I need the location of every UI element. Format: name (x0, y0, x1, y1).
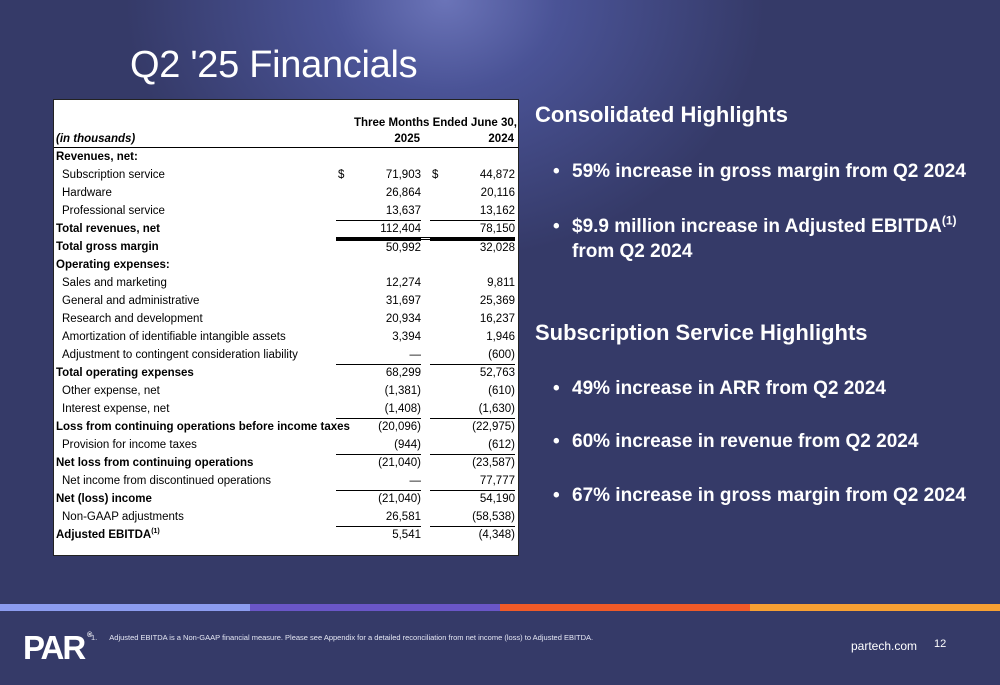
footer-stripe-1 (0, 604, 250, 611)
row-label (62, 436, 197, 454)
value-2025: 20,934 (385, 313, 421, 325)
value-2024: 77,777 (479, 475, 515, 487)
row-label-text: Provision for income taxes (62, 439, 197, 451)
row-label (56, 418, 350, 436)
financial-table (53, 99, 519, 556)
row-label (56, 526, 160, 544)
bullet-text: 49% increase in ARR from Q2 2024 (572, 378, 886, 399)
page-number: 12 (934, 638, 947, 650)
table-row (54, 436, 518, 454)
value-2024: (22,975) (430, 418, 515, 436)
value-2025: 12,274 (385, 277, 421, 289)
row-label (56, 148, 138, 166)
table-row (54, 292, 518, 310)
value-2025: (21,040) (336, 454, 421, 472)
value-2024: 54,190 (430, 490, 515, 508)
footer-stripe-2 (250, 604, 500, 611)
bullet-dot: • (553, 161, 560, 182)
value-2025: — (409, 475, 421, 487)
row-label-text: Interest expense, net (62, 403, 170, 415)
value-2024: 25,369 (479, 295, 515, 307)
value-2025: — (409, 349, 421, 361)
bullet-text (572, 214, 982, 264)
row-label (62, 346, 298, 364)
value-2024: 1,946 (486, 331, 515, 343)
row-label (62, 472, 271, 490)
row-label (62, 328, 286, 346)
row-label-text: General and administrative (62, 295, 200, 307)
row-label-text: Adjustment to contingent consideration liability (62, 349, 298, 361)
table-row (54, 274, 518, 292)
footer-stripe-3 (500, 604, 750, 611)
value-2024: 52,763 (430, 364, 515, 382)
year-2024-header: 2024 (488, 133, 514, 145)
bullet-dot: • (553, 216, 560, 237)
row-label-text: Net loss from continuing operations (56, 457, 254, 469)
row-label-text: Net income from discontinued operations (62, 475, 272, 487)
value-2024: (612) (488, 439, 515, 451)
row-label-text: Revenues, net: (56, 151, 138, 163)
table-row (54, 310, 518, 328)
unit-label: (in thousands) (56, 133, 136, 145)
row-label-text: Adjusted EBITDA (56, 529, 152, 541)
table-row (54, 400, 518, 418)
bullet-dot: • (553, 431, 560, 452)
value-2025: 68,299 (336, 364, 421, 382)
row-label-text: Total revenues, net (56, 223, 160, 235)
table-row (54, 454, 518, 472)
table-row (54, 328, 518, 346)
row-label (62, 400, 169, 418)
table-body (54, 148, 518, 544)
table-row (54, 418, 518, 436)
value-2025: 13,637 (385, 205, 421, 217)
dollar-sign: $ (338, 169, 345, 181)
bullet-text-main: $9.9 million increase in Adjusted EBITDA (572, 216, 942, 237)
value-2024: (4,348) (430, 526, 515, 544)
consolidated-highlights-title: Consolidated Highlights (535, 102, 788, 127)
row-label (62, 274, 167, 292)
row-label (56, 454, 253, 472)
row-label (62, 310, 203, 328)
row-label-text: Subscription service (62, 169, 165, 181)
table-row (54, 202, 518, 220)
table-row (54, 508, 518, 526)
value-2024: (58,538) (472, 511, 515, 523)
row-label-text: Net (loss) income (56, 493, 152, 505)
slide-title: Q2 '25 Financials (130, 44, 418, 86)
value-2025: (1,408) (384, 403, 421, 415)
value-2025: 26,581 (385, 511, 421, 523)
value-2024: (1,630) (478, 403, 515, 415)
footer-stripe-4 (750, 604, 1000, 611)
row-label (62, 382, 160, 400)
value-2024: (600) (488, 349, 515, 361)
table-row (54, 184, 518, 202)
bullet-text: 59% increase in gross margin from Q2 2024 (572, 161, 966, 182)
bullet-text: 60% increase in revenue from Q2 2024 (572, 431, 919, 452)
bullet-text: 67% increase in gross margin from Q2 2024 (572, 485, 966, 506)
value-2024: (610) (488, 385, 515, 397)
table-row (54, 364, 518, 382)
row-label-text: Research and development (62, 313, 203, 325)
row-label-text: Hardware (62, 187, 112, 199)
row-label (62, 508, 184, 526)
table-row (54, 472, 518, 490)
row-label (62, 184, 112, 202)
value-2025: (21,040) (336, 490, 421, 508)
value-2025: 112,404 (336, 220, 421, 238)
table-header (54, 100, 518, 148)
row-label (56, 238, 159, 256)
value-2025: 3,394 (392, 331, 421, 343)
row-label (62, 292, 199, 310)
row-label (56, 220, 160, 238)
bullet-text-cont: from Q2 2024 (572, 241, 693, 262)
par-logo (23, 629, 91, 667)
row-label-text: Other expense, net (62, 385, 160, 397)
table-row (54, 166, 518, 184)
subscription-highlights-title: Subscription Service Highlights (535, 320, 868, 345)
value-2024: (23,587) (430, 454, 515, 472)
value-2024: 13,162 (479, 205, 515, 217)
value-2024: 78,150 (430, 220, 515, 238)
row-label (56, 364, 194, 382)
bullet-dot: • (553, 378, 560, 399)
row-label-text: Operating expenses: (56, 259, 170, 271)
footnote-number: 1. (91, 633, 98, 642)
row-label-text: Non-GAAP adjustments (62, 511, 184, 523)
footer (0, 611, 1000, 685)
row-label-text: Total operating expenses (56, 367, 194, 379)
dollar-sign: $ (432, 169, 439, 181)
bullet-dot: • (553, 485, 560, 506)
footnote-ref: (1) (941, 213, 957, 228)
row-label-text: Sales and marketing (62, 277, 167, 289)
table-row (54, 148, 518, 166)
value-2025: 5,541 (336, 526, 421, 544)
table-row (54, 238, 518, 256)
footnote-text: Adjusted EBITDA is a Non-GAAP financial measure. Please see Appendix for a detailed reconciliation from net income (loss) to Adjusted EBITDA. (109, 633, 594, 642)
row-label (56, 490, 152, 508)
year-2025-header: 2025 (394, 133, 420, 145)
value-2024: 16,237 (479, 313, 515, 325)
row-label-text: Amortization of identifiable intangible assets (62, 331, 286, 343)
value-2025: (20,096) (336, 418, 421, 436)
registered-mark: ® (87, 632, 91, 639)
value-2025: (944) (394, 439, 421, 451)
website-link[interactable]: partech.com (851, 639, 918, 653)
footnote-ref: (1) (151, 528, 160, 536)
table-row (54, 382, 518, 400)
value-2025: 26,864 (385, 187, 421, 199)
value-2025: (1,381) (384, 385, 421, 397)
logo-text: PAR (23, 629, 85, 666)
table-row (54, 346, 518, 364)
value-2024: 20,116 (480, 187, 515, 199)
table-row (54, 220, 518, 238)
row-label-text: Total gross margin (56, 241, 159, 253)
value-2025: 71,903 (385, 169, 421, 181)
table-row (54, 490, 518, 508)
row-label-text: Professional service (62, 205, 165, 217)
table-row (54, 256, 518, 274)
value-2024: 44,872 (479, 169, 515, 181)
value-2024: 32,028 (430, 238, 515, 256)
value-2025: 50,992 (336, 238, 421, 256)
row-label (62, 166, 165, 184)
period-header: Three Months Ended June 30, (354, 117, 517, 129)
value-2025: 31,697 (385, 295, 421, 307)
table-row (54, 526, 518, 544)
value-2024: 9,811 (487, 277, 515, 289)
row-label (56, 256, 170, 274)
row-label-text: Loss from continuing operations before income taxes (56, 421, 350, 433)
footnote (91, 633, 593, 642)
row-label (62, 202, 165, 220)
